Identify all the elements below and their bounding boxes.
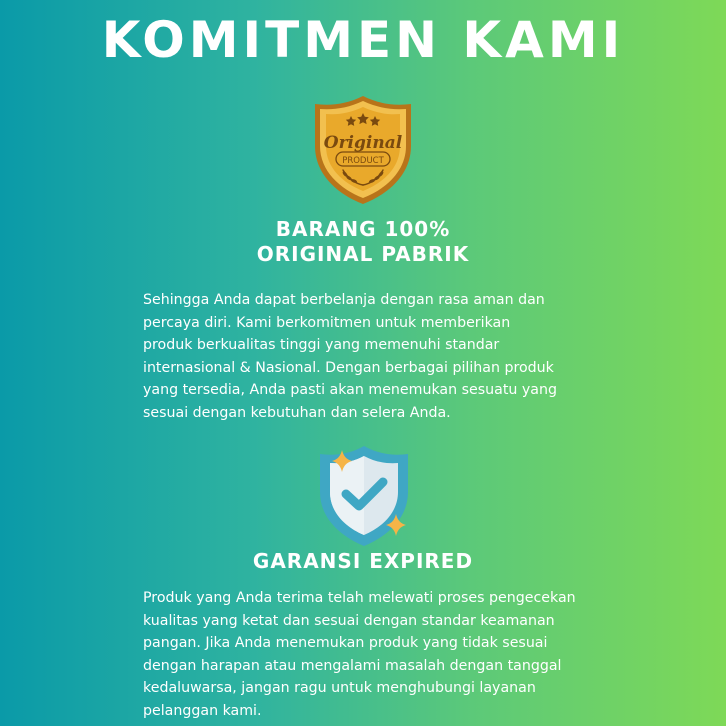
paragraph-line: kualitas yang ketat dan sesuai dengan standar keamanan (143, 612, 555, 629)
paragraph-line: dengan harapan atau mengalami masalah dengan tanggal (143, 657, 562, 674)
paragraph-line: Produk yang Anda terima telah melewati proses pengecekan (143, 590, 576, 606)
paragraph-line: pangan. Jika Anda menemukan produk yang tidak sesuai (143, 635, 548, 651)
badge-word-product: PRODUCT (342, 156, 384, 166)
paragraph-original (143, 289, 593, 424)
paragraph-line: Sehingga Anda dapat berbelanja dengan rasa aman dan (143, 292, 545, 308)
heading-line-1: BARANG 100% (275, 217, 451, 241)
section-heading-original (0, 217, 726, 267)
paragraph-line: kedaluwarsa, jangan ragu untuk menghubungi layanan (143, 680, 536, 696)
page-title: KOMITMEN KAMI (101, 11, 625, 69)
badge-word-original: Original (323, 133, 403, 153)
paragraph-line: produk berkualitas tinggi yang memenuhi standar (143, 337, 500, 353)
paragraph-guarantee (143, 587, 593, 722)
paragraph-line: percaya diri. Kami berkomitmen untuk memberikan (143, 314, 511, 331)
section-heading-guarantee: GARANSI EXPIRED (252, 549, 474, 573)
paragraph-line: sesuai dengan kebutuhan dan selera Anda. (143, 404, 451, 421)
original-product-badge-icon (311, 94, 415, 206)
paragraph-line: yang tersedia, Anda pasti akan menemukan sesuatu yang (143, 382, 557, 398)
paragraph-line: internasional & Nasional. Dengan berbagai pilihan produk (143, 359, 554, 376)
heading-line-2: ORIGINAL PABRIK (256, 242, 470, 266)
paragraph-line: pelanggan kami. (143, 702, 262, 719)
shield-check-icon (310, 442, 418, 550)
